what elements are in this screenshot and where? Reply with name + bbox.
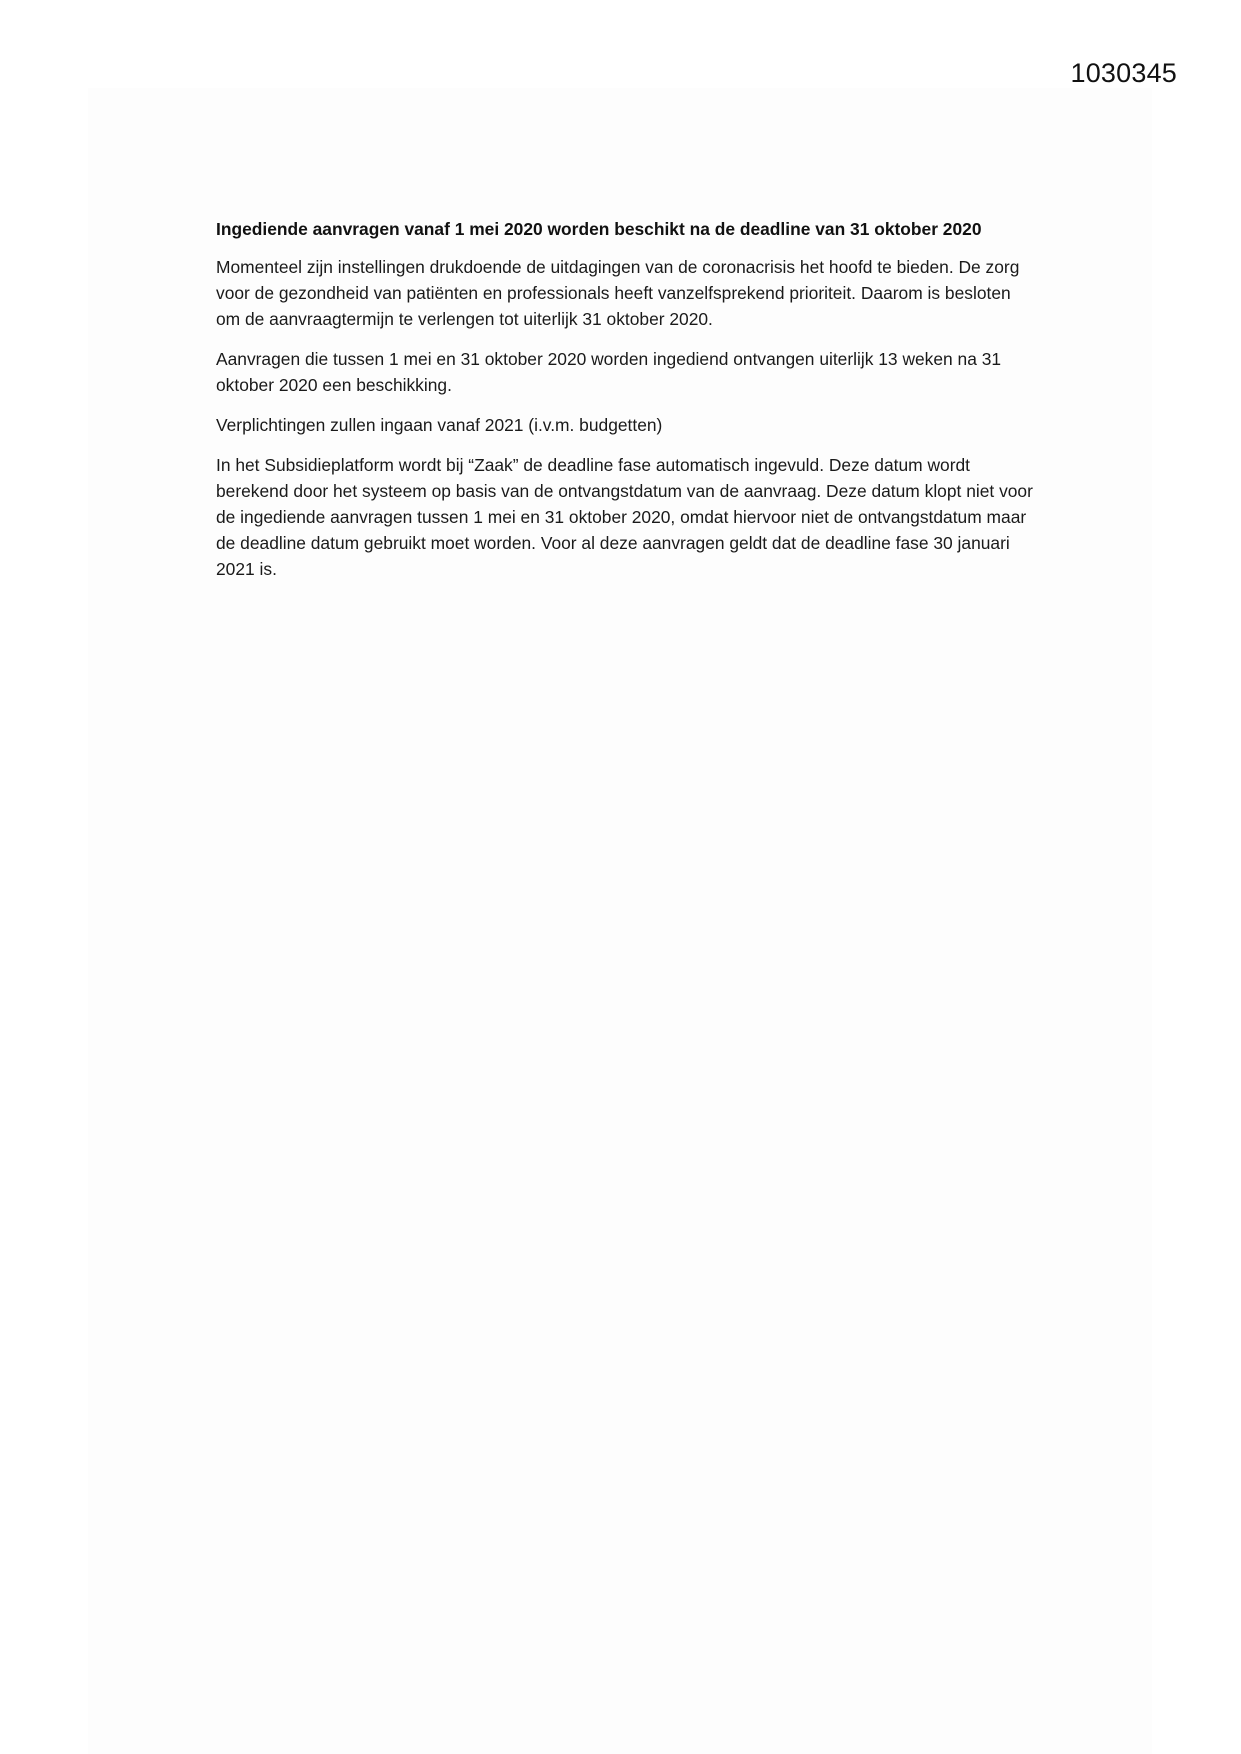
document-body	[216, 216, 1036, 596]
document-number: 1030345	[1070, 58, 1177, 88]
paragraph-obligations: Verplichtingen zullen ingaan vanaf 2021 (i.v.m. budgetten)	[216, 415, 663, 435]
paragraph-decision-timing: Aanvragen die tussen 1 mei en 31 oktober 2020 worden ingediend ontvangen uiterlijk 13 weken na 31 oktober 2020 een beschikking.	[216, 349, 1002, 395]
section-heading: Ingediende aanvragen vanaf 1 mei 2020 worden beschikt na de deadline van 31 oktober 2020	[216, 219, 982, 239]
paragraph-subsidieplatform: In het Subsidieplatform wordt bij “Zaak” de deadline fase automatisch ingevuld. Deze datum wordt berekend door het systeem op basis van de ontvangstdatum van de aanvraag. Deze datum klopt niet voor de ingediende aanvragen tussen 1 mei en 31 oktober 2020, omdat hiervoor niet de ontvangstdatum maar de deadline datum gebruikt moet worden. Voor al deze aanvragen geldt dat de deadline fase 30 januari 2021 is.	[216, 455, 1033, 579]
paragraph-extension: Momenteel zijn instellingen drukdoende de uitdagingen van de coronacrisis het hoofd te bieden. De zorg voor de gezondheid van patiënten en professionals heeft vanzelfsprekend prioriteit. Daarom is besloten om de aanvraagtermijn te verlengen tot uiterlijk 31 oktober 2020.	[216, 257, 1020, 329]
